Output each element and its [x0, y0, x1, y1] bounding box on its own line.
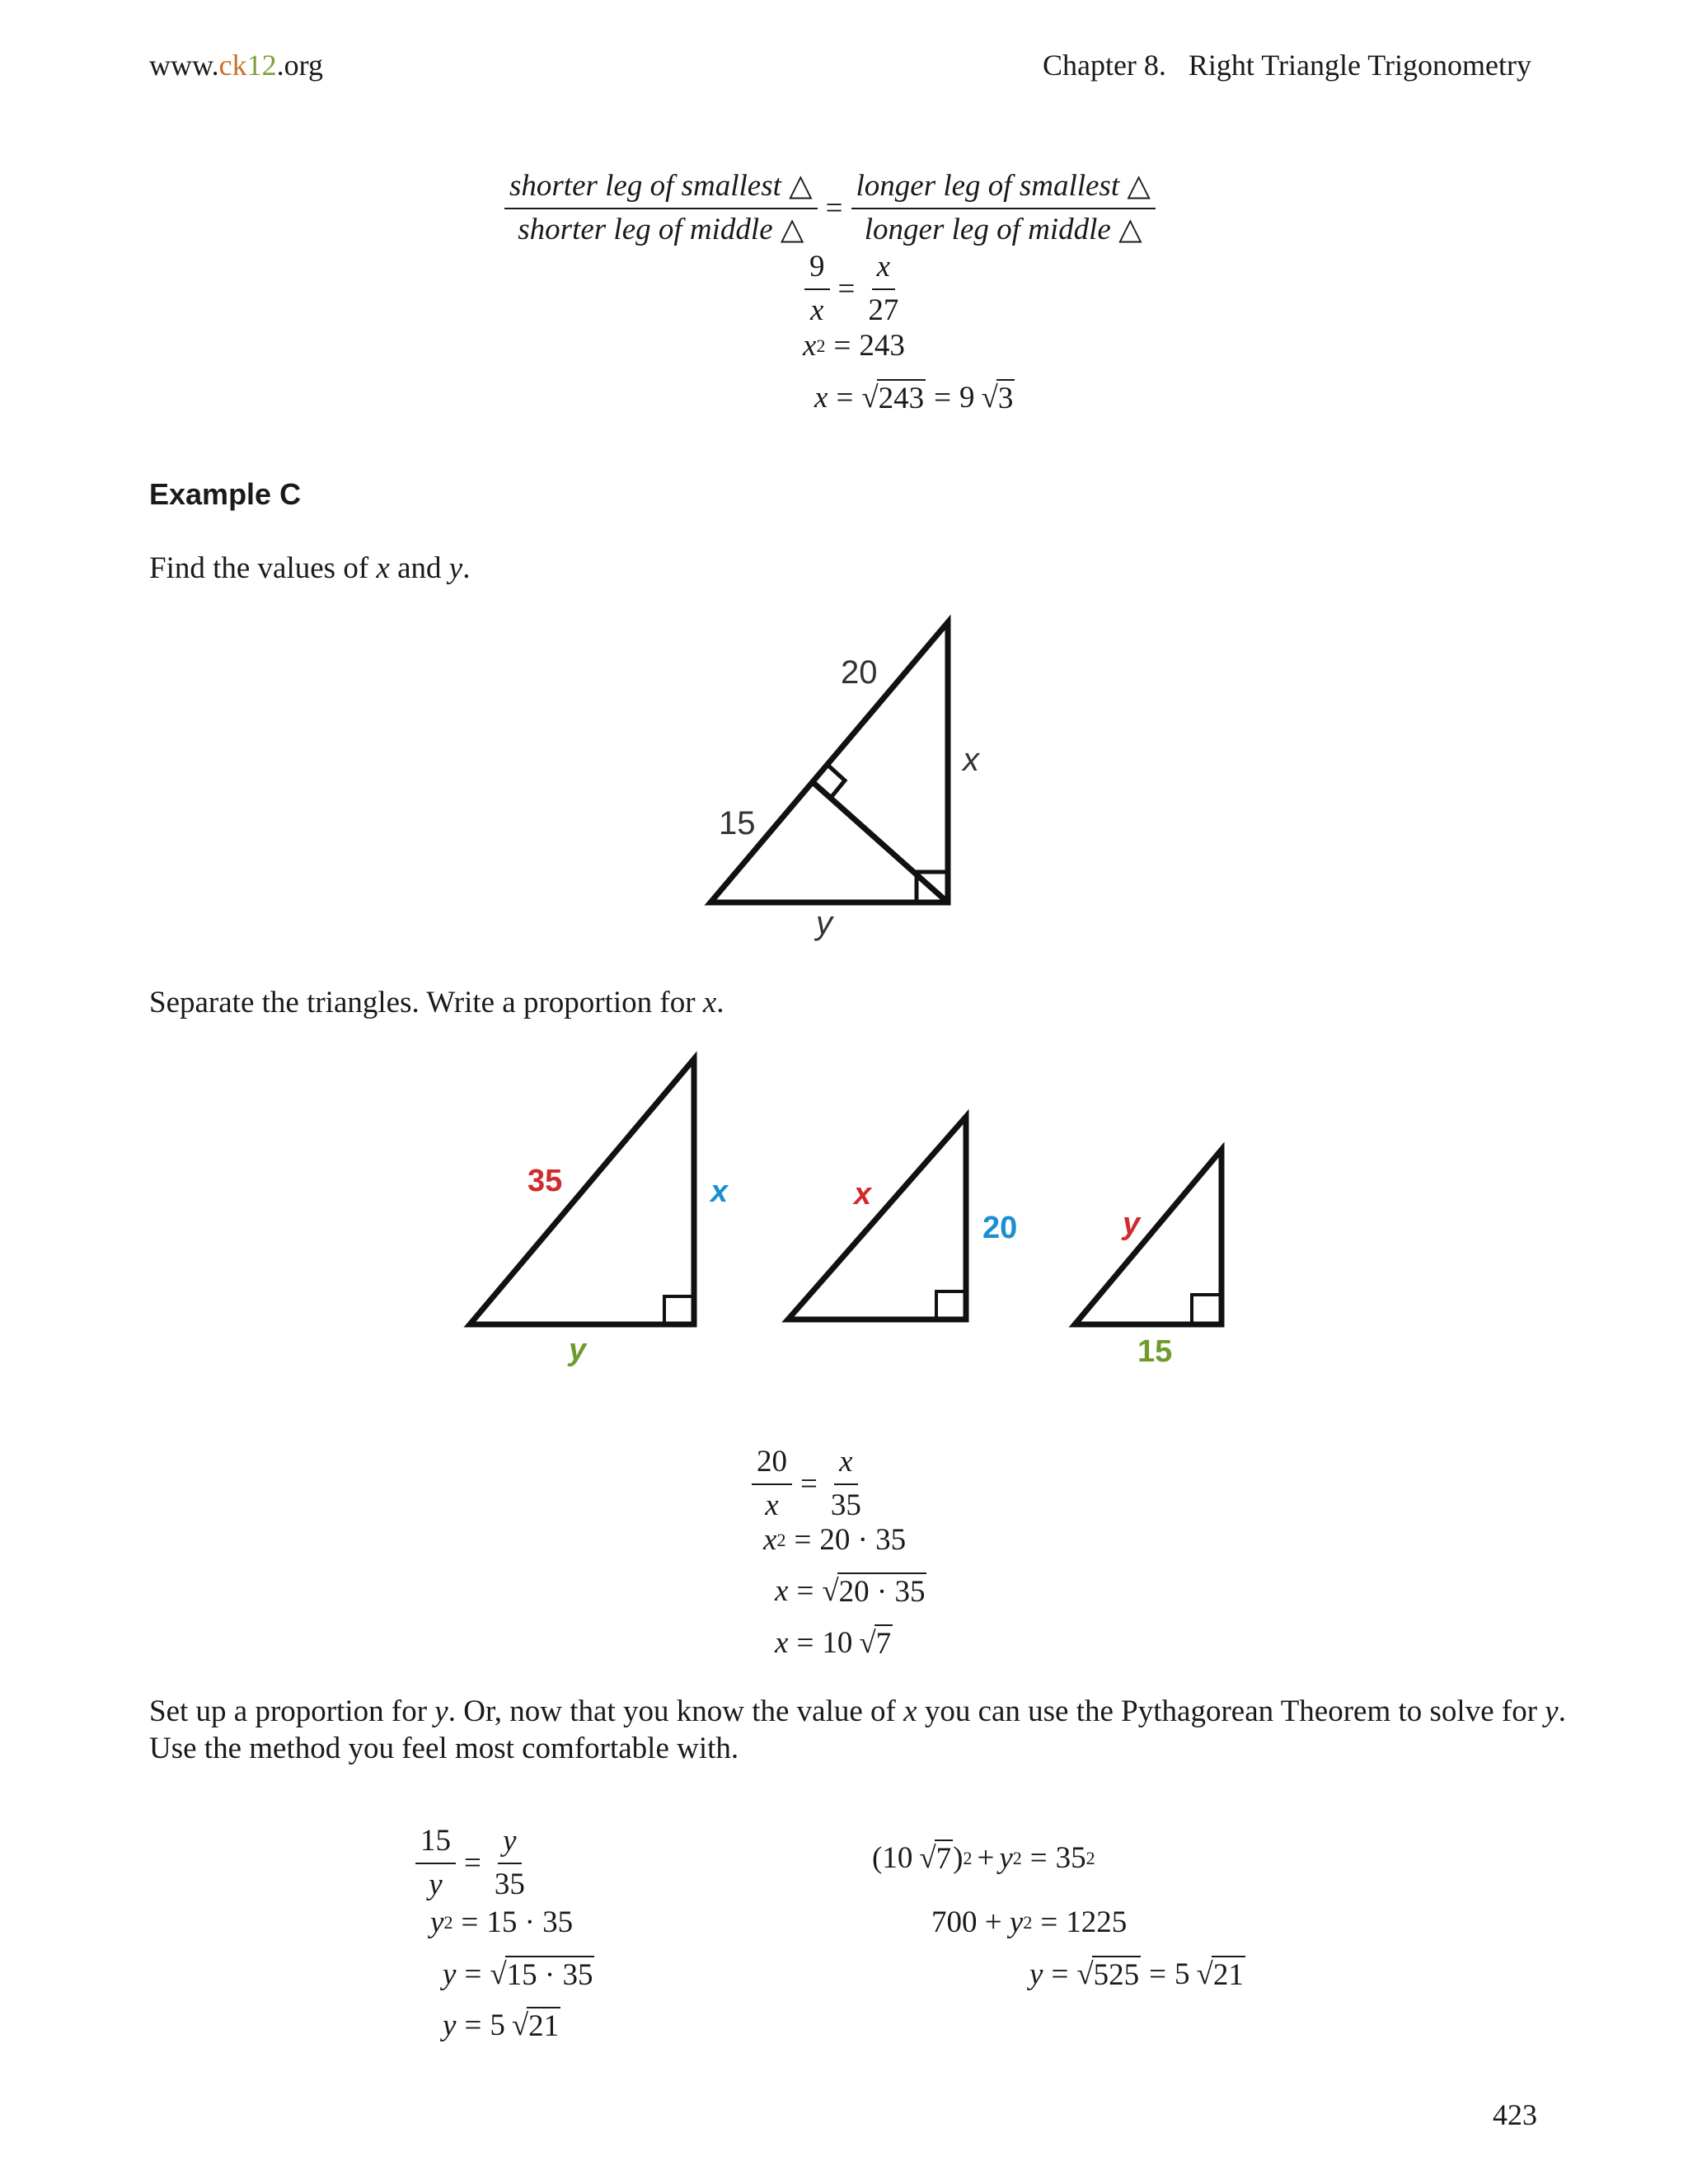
- radicand: 243: [877, 379, 926, 416]
- radicand: 7: [935, 1840, 954, 1877]
- coefficient: 10: [822, 1626, 853, 1660]
- radicand: 21: [1212, 1956, 1245, 1993]
- big-base-label: y: [569, 1333, 587, 1367]
- site-url-ck: ck: [218, 49, 247, 82]
- equals-sign: =: [825, 191, 843, 226]
- equals-sign: =: [1051, 1957, 1069, 1991]
- coefficient: 9: [959, 381, 975, 415]
- text: Separate the triangles. Write a proportion for: [149, 986, 703, 1019]
- equals-sign: =: [1029, 1841, 1048, 1875]
- coefficient: 5: [1175, 1957, 1190, 1991]
- frac-num: x: [872, 250, 895, 290]
- radicand: 3: [996, 379, 1015, 416]
- equals-sign: =: [1040, 1905, 1058, 1939]
- radicand: 525: [1092, 1956, 1142, 1993]
- frac-den: 35: [494, 1867, 525, 1901]
- small-triangle: [1075, 1150, 1221, 1324]
- radical-sign: √: [490, 1957, 507, 1991]
- value: 15 · 35: [486, 1905, 574, 1939]
- proportion-words: [504, 169, 1156, 247]
- value: 1225: [1066, 1905, 1128, 1939]
- value: 243: [859, 329, 905, 363]
- proportion-9-x: [804, 250, 903, 328]
- radical-sign: √: [919, 1841, 936, 1875]
- frac-num: shorter leg of smallest △: [504, 169, 818, 209]
- paren-close: ): [953, 1841, 964, 1875]
- fraction-shorter: [504, 169, 818, 247]
- radicand: 21: [527, 2007, 560, 2044]
- equation-x-squared-product: x 2 = 20 · 35: [763, 1523, 907, 1557]
- radical-sign: √: [1076, 1957, 1094, 1991]
- text: .: [1558, 1694, 1566, 1728]
- frac-den: x: [765, 1488, 779, 1522]
- frac-den: 27: [868, 293, 899, 327]
- var-x: x: [903, 1694, 917, 1728]
- equation-pythagorean: (10 √ 7 ) 2 + y 2 = 35 2: [872, 1841, 1095, 1876]
- frac-den: x: [810, 293, 824, 327]
- var: y: [443, 1957, 457, 1991]
- var: y: [999, 1841, 1013, 1875]
- example-heading: Example C: [149, 477, 302, 511]
- equals-sign: =: [461, 1905, 479, 1939]
- label-y: y: [816, 905, 832, 941]
- text: .: [462, 551, 471, 585]
- frac-num: x: [834, 1445, 857, 1485]
- var: x: [775, 1626, 789, 1660]
- var: y: [1029, 1957, 1043, 1991]
- text: Set up a proportion for: [149, 1694, 435, 1728]
- equation-y-root-product: [443, 1956, 594, 1993]
- equals-sign: =: [934, 381, 951, 415]
- var: x: [803, 329, 817, 363]
- var-x: x: [376, 551, 390, 585]
- label-15: 15: [719, 805, 756, 841]
- radicand: 15 · 35: [505, 1956, 595, 1993]
- radicand: 7: [874, 1624, 893, 1661]
- plus-sign: +: [977, 1841, 995, 1875]
- var-y: y: [1545, 1694, 1559, 1728]
- equation-y-525: [1029, 1956, 1245, 1993]
- right-angle-mark: [1192, 1295, 1221, 1324]
- radical-sign: √: [861, 381, 879, 415]
- radical-sign: √: [981, 381, 998, 415]
- fraction: [804, 250, 830, 328]
- small-hyp-label: y: [1123, 1207, 1141, 1241]
- text: and: [389, 551, 449, 585]
- equation-x-root-product: [775, 1572, 926, 1610]
- equation-x-result: [775, 1624, 893, 1661]
- fraction: [863, 250, 903, 328]
- frac-den: 35: [830, 1488, 861, 1522]
- frac-num: 20: [752, 1445, 792, 1485]
- radicand: 20 · 35: [837, 1572, 927, 1610]
- fraction: [490, 1824, 530, 1902]
- fraction: [415, 1824, 456, 1902]
- big-hyp-label: 35: [528, 1164, 563, 1198]
- site-url-prefix: www.: [149, 49, 219, 82]
- fraction: [752, 1445, 792, 1523]
- value: 35: [1055, 1841, 1086, 1875]
- setup-paragraph-line2: Use the method you feel most comfortable with.: [149, 1732, 739, 1765]
- var: y: [443, 2008, 457, 2042]
- equals-sign: =: [836, 381, 854, 415]
- frac-den: y: [429, 1867, 443, 1901]
- radical-sign: √: [859, 1626, 876, 1660]
- page-number: 423: [1493, 2098, 1537, 2131]
- var-y: y: [434, 1694, 448, 1728]
- fraction: [826, 1445, 866, 1523]
- separate-instruction: [149, 985, 724, 1020]
- site-url-12: 12: [246, 49, 277, 82]
- equals-sign: =: [464, 1846, 481, 1881]
- triangle-altitude-figure: [676, 606, 1022, 952]
- equals-sign: =: [833, 329, 851, 363]
- equals-sign: =: [800, 1467, 818, 1502]
- site-url-suffix: .org: [276, 49, 323, 82]
- small-base-label: 15: [1137, 1334, 1173, 1369]
- var: y: [1009, 1905, 1024, 1939]
- paren-open: (10: [872, 1841, 913, 1875]
- radical-sign: √: [511, 2008, 529, 2042]
- text: .: [716, 986, 724, 1019]
- radical-sign: √: [822, 1574, 839, 1608]
- value: 700 +: [931, 1905, 1010, 1939]
- right-angle-mark: [936, 1291, 966, 1319]
- var: x: [775, 1574, 789, 1608]
- frac-num: 9: [804, 250, 830, 290]
- var: x: [763, 1523, 777, 1557]
- equation-x-squared: x 2 = 243: [803, 329, 905, 363]
- var: x: [814, 381, 828, 415]
- text: . Or, now that you know the value of: [448, 1694, 904, 1728]
- equation-700-plus: 700 + y 2 = 1225: [931, 1905, 1128, 1939]
- mid-leg-label: 20: [982, 1211, 1018, 1245]
- equation-x-root: [814, 379, 1015, 416]
- frac-num: longer leg of smallest △: [851, 169, 1156, 209]
- equals-sign: =: [464, 1957, 482, 1991]
- example-prompt: [149, 551, 470, 586]
- coefficient: 5: [490, 2008, 505, 2042]
- right-angle-mark-altitude: [828, 765, 845, 799]
- equals-sign: =: [1149, 1957, 1166, 1991]
- equals-sign: =: [837, 272, 856, 307]
- equals-sign: =: [794, 1523, 812, 1557]
- equals-sign: =: [796, 1574, 814, 1608]
- middle-triangle: [788, 1117, 966, 1319]
- right-angle-mark: [664, 1296, 694, 1324]
- mid-hyp-label: x: [854, 1177, 872, 1212]
- equation-y-result: [443, 2007, 560, 2044]
- equals-sign: =: [464, 2008, 482, 2042]
- setup-paragraph-line1: [149, 1694, 1566, 1729]
- proportion-20-x: [752, 1445, 866, 1523]
- var-x: x: [702, 986, 717, 1019]
- big-triangle: [470, 1059, 694, 1324]
- label-20: 20: [841, 654, 878, 691]
- outer-triangle: [710, 622, 948, 902]
- fraction-longer: [851, 169, 1156, 247]
- text: Find the values of: [149, 551, 377, 585]
- frac-num: 15: [415, 1824, 456, 1864]
- frac-den: shorter leg of middle △: [518, 212, 804, 246]
- text: you can use the Pythagorean Theorem to solve for: [917, 1694, 1545, 1728]
- value: 20 · 35: [819, 1523, 907, 1557]
- var: y: [430, 1905, 444, 1939]
- equals-sign: =: [796, 1626, 814, 1660]
- separated-triangles-figure: [445, 1043, 1269, 1389]
- big-leg-label: x: [710, 1174, 729, 1209]
- frac-den: longer leg of middle △: [864, 212, 1142, 246]
- chapter-title: Chapter 8. Right Triangle Trigonometry: [1042, 49, 1531, 82]
- equation-y-squared-product: y 2 = 15 · 35: [430, 1905, 574, 1939]
- site-url[interactable]: [149, 48, 323, 82]
- radical-sign: √: [1196, 1957, 1213, 1991]
- frac-num: y: [498, 1824, 521, 1864]
- proportion-15-y: [415, 1824, 530, 1902]
- label-x: x: [963, 742, 979, 778]
- altitude-line: [813, 782, 948, 902]
- var-y: y: [448, 551, 463, 585]
